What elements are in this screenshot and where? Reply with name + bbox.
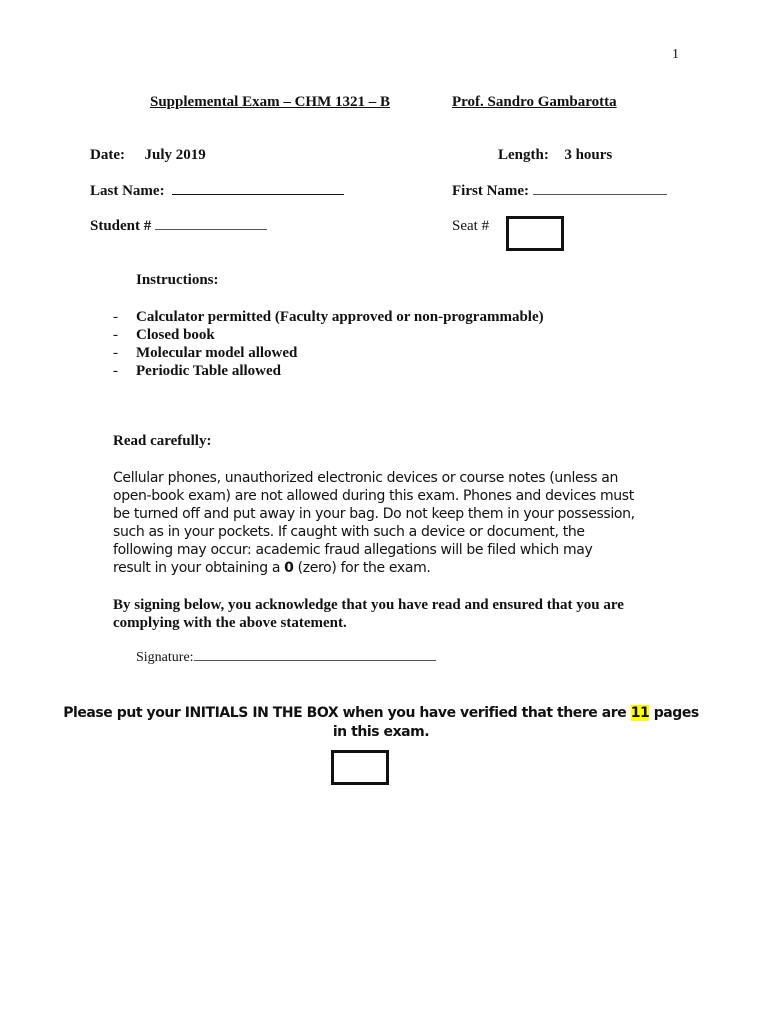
instructions-heading: Instructions: bbox=[136, 272, 219, 288]
zero-grade: 0 bbox=[284, 560, 294, 576]
signature-row bbox=[136, 650, 436, 666]
first-name-row bbox=[452, 183, 667, 200]
initials-box[interactable] bbox=[331, 750, 389, 785]
last-name-field[interactable] bbox=[172, 194, 344, 195]
initials-statement bbox=[0, 704, 762, 742]
paragraph-line: open-book exam) are not allowed during this exam. Phones and devices must bbox=[113, 488, 634, 504]
seat-label: Seat # bbox=[452, 218, 490, 234]
length-value: 3 hours bbox=[564, 147, 613, 163]
date-value: July 2019 bbox=[144, 147, 206, 163]
instruction-item: - Molecular model allowed bbox=[113, 345, 298, 361]
student-row bbox=[90, 218, 267, 235]
read-carefully-heading: Read carefully: bbox=[113, 433, 212, 449]
paragraph-line: Cellular phones, unauthorized electronic devices or course notes (unless an bbox=[113, 470, 619, 486]
acknowledgement-line: complying with the above statement. bbox=[113, 615, 347, 631]
paragraph-line: following may occur: academic fraud allegations will be filed which may bbox=[113, 542, 593, 558]
student-number-field[interactable] bbox=[155, 229, 267, 230]
signature-field[interactable] bbox=[194, 660, 436, 661]
last-name-label: Last Name: bbox=[90, 183, 165, 199]
acknowledgement bbox=[113, 596, 624, 632]
exam-title: Supplemental Exam – CHM 1321 – B bbox=[150, 94, 391, 110]
signature-label: Signature: bbox=[136, 650, 194, 665]
instructions-list bbox=[113, 309, 633, 381]
date-row bbox=[90, 147, 206, 164]
initials-line-1: Please put your INITIALS IN THE BOX when you have verified that there are 11 pages bbox=[63, 705, 699, 721]
initials-line-2: in this exam. bbox=[332, 724, 430, 740]
instruction-item: - Periodic Table allowed bbox=[113, 363, 282, 379]
read-carefully-paragraph bbox=[113, 469, 635, 577]
seat-box[interactable] bbox=[506, 216, 564, 251]
professor-name: Prof. Sandro Gambarotta bbox=[452, 94, 617, 110]
date-label: Date: bbox=[90, 147, 125, 163]
page-number: 1 bbox=[672, 47, 679, 62]
student-number-label: Student # bbox=[90, 218, 152, 234]
page-count-highlight: 11 bbox=[630, 705, 650, 721]
instruction-item: - Closed book bbox=[113, 327, 215, 343]
length-label: Length: bbox=[498, 147, 549, 163]
instruction-item: - Calculator permitted (Faculty approved or non-programmable) bbox=[113, 309, 544, 325]
first-name-field[interactable] bbox=[533, 194, 667, 195]
acknowledgement-line: By signing below, you acknowledge that you have read and ensured that you are bbox=[113, 597, 624, 613]
paragraph-line: result in your obtaining a 0 (zero) for the exam. bbox=[113, 560, 431, 576]
length-row bbox=[498, 147, 612, 164]
first-name-label: First Name: bbox=[452, 183, 530, 199]
paragraph-line: be turned off and put away in your bag. Do not keep them in your possession, bbox=[113, 506, 635, 522]
last-name-row bbox=[90, 183, 344, 200]
paragraph-line: such as in your pockets. If caught with such a device or document, the bbox=[113, 524, 585, 540]
